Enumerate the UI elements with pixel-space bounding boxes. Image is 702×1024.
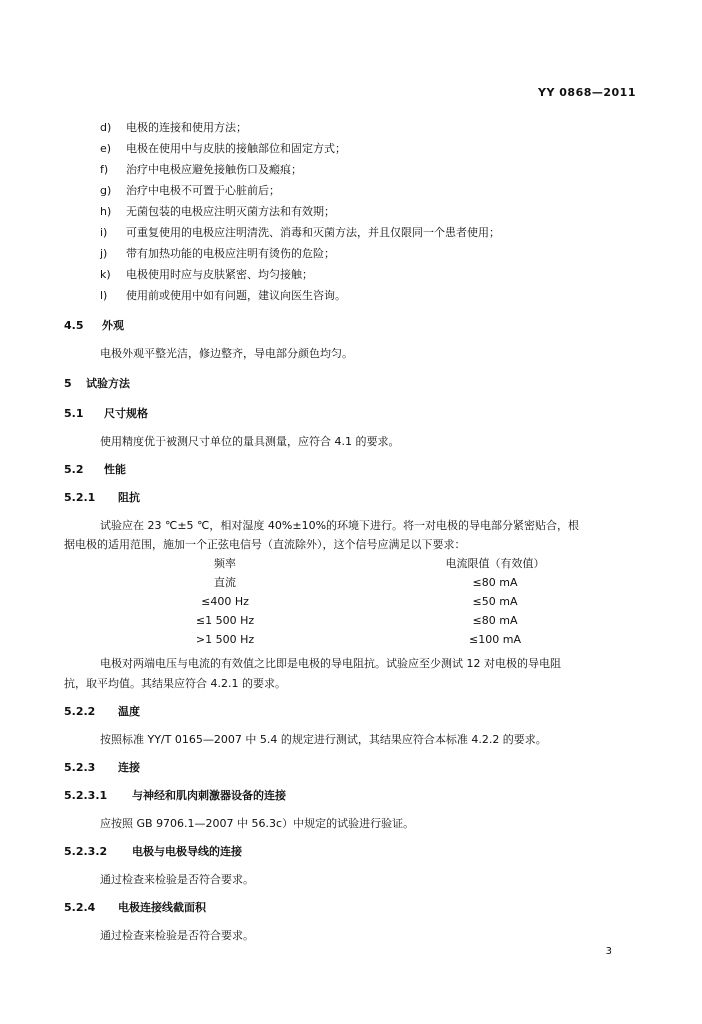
section-text-5-2-3-2: 通过检查来检验是否符合要求。 bbox=[100, 873, 254, 886]
section-text-4-5: 电极外观平整光洁，修边整齐，导电部分颜色均匀。 bbox=[100, 347, 353, 360]
list-label: h) bbox=[100, 205, 112, 218]
list-label: j) bbox=[100, 247, 108, 260]
table-cell-limit: ≤50 mA bbox=[472, 595, 518, 608]
list-text: 治疗中电极应避免接触伤口及瘢痕； bbox=[126, 163, 302, 176]
section-heading-5-2-3: 5.2.3 连接 bbox=[64, 761, 140, 774]
table-cell-limit: ≤80 mA bbox=[472, 614, 518, 627]
list-item bbox=[100, 246, 335, 262]
list-text: 带有加热功能的电极应注明有烫伤的危险； bbox=[126, 247, 335, 260]
section-heading-5-2-4: 5.2.4 电极连接线截面积 bbox=[64, 901, 206, 914]
table-cell-limit: ≤100 mA bbox=[469, 633, 521, 646]
list-item bbox=[100, 267, 313, 283]
table-header-limit: 电流限值（有效值） bbox=[445, 557, 545, 570]
list-text: 电极在使用中与皮肤的接触部位和固定方式； bbox=[126, 142, 346, 155]
page-number: 3 bbox=[605, 946, 612, 957]
list-label: l) bbox=[100, 289, 108, 302]
table-cell-frequency: >1 500 Hz bbox=[195, 633, 255, 646]
standard-number: YY 0868—2011 bbox=[538, 86, 636, 99]
list-text: 治疗中电极不可置于心脏前后； bbox=[126, 184, 280, 197]
paragraph-line: 试验应在 23 ℃±5 ℃，相对湿度 40%±10%的环境下进行。将一对电极的导电部分紧密贴合，根 bbox=[100, 519, 580, 532]
table-cell-frequency: 直流 bbox=[214, 576, 236, 589]
section-heading-5-2-2: 5.2.2 温度 bbox=[64, 705, 140, 718]
table-header-frequency: 频率 bbox=[214, 557, 236, 570]
list-item bbox=[100, 288, 346, 304]
table-cell-frequency: ≤400 Hz bbox=[201, 595, 249, 608]
section-text-5-2-2: 按照标准 YY/T 0165—2007 中 5.4 的规定进行测试，其结果应符合本标准 4.2.2 的要求。 bbox=[100, 733, 547, 746]
list-text: 电极的连接和使用方法； bbox=[126, 121, 247, 134]
section-heading-5-2-3-2: 5.2.3.2 电极与电极导线的连接 bbox=[64, 845, 242, 858]
list-item bbox=[100, 204, 335, 220]
list-item bbox=[100, 225, 500, 241]
section-text-5-2-4: 通过检查来检验是否符合要求。 bbox=[100, 929, 254, 942]
list-text: 无菌包装的电极应注明灭菌方法和有效期； bbox=[126, 205, 335, 218]
list-label: g) bbox=[100, 184, 112, 197]
list-label: i) bbox=[100, 226, 108, 239]
section-heading-5-2: 5.2 性能 bbox=[64, 463, 126, 476]
section-heading-4-5: 4.5 外观 bbox=[64, 319, 124, 332]
table-cell-limit: ≤80 mA bbox=[472, 576, 518, 589]
paragraph-line: 电极对两端电压与电流的有效值之比即是电极的导电阻抗。试验应至少测试 12 对电极的导电阻 bbox=[100, 657, 561, 670]
list-text: 可重复使用的电极应注明清洗、消毒和灭菌方法，并且仅限同一个患者使用； bbox=[126, 226, 500, 239]
list-label: f) bbox=[100, 163, 109, 176]
section-heading-5-1: 5.1 尺寸规格 bbox=[64, 407, 148, 420]
list-text: 使用前或使用中如有问题，建议向医生咨询。 bbox=[126, 289, 346, 302]
list-label: d) bbox=[100, 121, 112, 134]
list-item bbox=[100, 120, 247, 136]
paragraph-line: 抗，取平均值。其结果应符合 4.2.1 的要求。 bbox=[64, 677, 286, 690]
section-text-5-1: 使用精度优于被测尺寸单位的量具测量，应符合 4.1 的要求。 bbox=[100, 435, 400, 448]
section-heading-5-2-1: 5.2.1 阻抗 bbox=[64, 491, 140, 504]
list-label: e) bbox=[100, 142, 112, 155]
section-heading-5: 5 试验方法 bbox=[64, 377, 130, 390]
list-item bbox=[100, 141, 346, 157]
list-item bbox=[100, 162, 302, 178]
list-item bbox=[100, 183, 280, 199]
paragraph-line: 据电极的适用范围，施加一个正弦电信号（直流除外），这个信号应满足以下要求： bbox=[64, 538, 466, 551]
section-text-5-2-3-1: 应按照 GB 9706.1—2007 中 56.3c）中规定的试验进行验证。 bbox=[100, 817, 415, 830]
table-cell-frequency: ≤1 500 Hz bbox=[195, 614, 255, 627]
section-heading-5-2-3-1: 5.2.3.1 与神经和肌肉刺激器设备的连接 bbox=[64, 789, 286, 802]
list-label: k) bbox=[100, 268, 111, 281]
list-text: 电极使用时应与皮肤紧密、均匀接触； bbox=[126, 268, 313, 281]
